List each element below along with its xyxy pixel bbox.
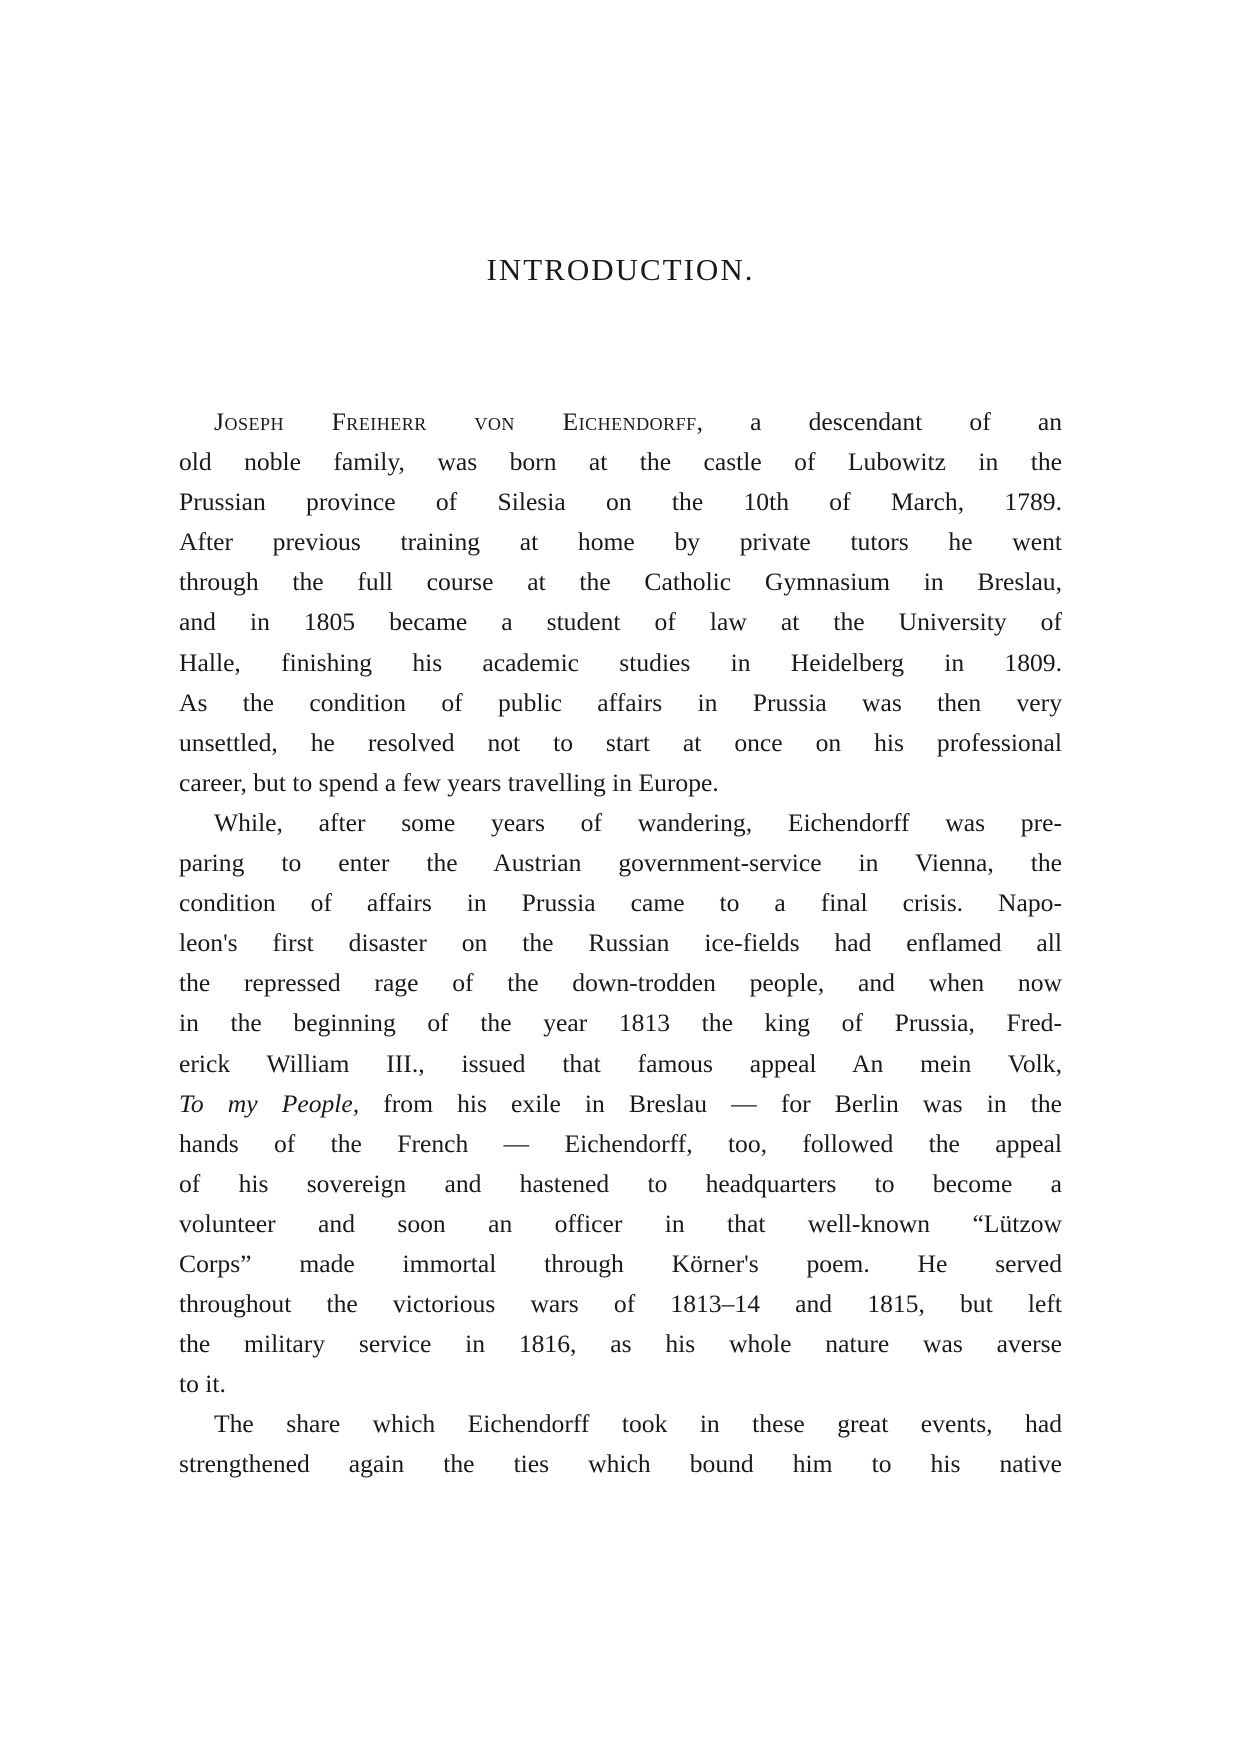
text-line: throughout the victorious wars of 1813–14 and 1815, but left [179,1289,1062,1319]
text-line: strengthened again the ties which bound him to his native [179,1449,1062,1479]
text-line: hands of the French — Eichendorff, too, followed the appeal [179,1128,1062,1158]
text-line: the repressed rage of the down-trodden people, and when now [179,968,1062,998]
text-line: in the beginning of the year 1813 the king of Prussia, Fred- [179,1008,1062,1038]
text-line: Joseph Freiherr von Eichendorff, a descendant of an [214,407,1063,436]
text-line: To my People, from his exile in Breslau — for Berlin was in the [179,1088,1063,1118]
text-line: Prussian province of Silesia on the 10th of March, 1789. [179,487,1062,517]
text-line: erick William III., issued that famous appeal An mein Volk, [179,1048,1062,1078]
text-line: old noble family, was born at the castle of Lubowitz in the [179,447,1062,477]
text-line: to it. [179,1369,226,1399]
text-line: leon's first disaster on the Russian ice-fields had enflamed all [179,928,1062,958]
paragraph-3 [179,1404,1062,1484]
text-line: condition of affairs in Prussia came to a final crisis. Napo- [179,888,1062,918]
text-line: unsettled, he resolved not to start at once on his professional [179,727,1062,757]
text-line: As the condition of public affairs in Prussia was then very [179,687,1062,717]
text-line: the military service in 1816, as his whole nature was averse [179,1329,1062,1359]
italic-phrase: To my People, [179,1088,360,1118]
text-line: While, after some years of wandering, Eichendorff was pre- [214,807,1062,837]
paragraph-1 [179,402,1062,803]
author-name: Joseph Freiherr von Eichendorff [214,407,697,436]
text-line: volunteer and soon an officer in that well-known “Lützow [179,1208,1062,1238]
text-line: through the full course at the Catholic Gymnasium in Breslau, [179,567,1062,597]
text-line: of his sovereign and hastened to headquarters to become a [179,1168,1062,1198]
text-line: career, but to spend a few years travelling in Europe. [179,767,719,797]
text-line: After previous training at home by private tutors he went [179,527,1062,557]
page-title: INTRODUCTION. [486,252,755,287]
text-line: paring to enter the Austrian government-service in Vienna, the [179,848,1062,878]
paragraph-2 [179,803,1062,1404]
text-line: Corps” made immortal through Körner's poem. He served [179,1248,1062,1278]
body-text [179,402,1062,1485]
text-line: and in 1805 became a student of law at the University of [179,607,1062,637]
text-line: The share which Eichendorff took in these great events, had [214,1409,1062,1439]
text-line: Halle, finishing his academic studies in Heidelberg in 1809. [179,647,1062,677]
